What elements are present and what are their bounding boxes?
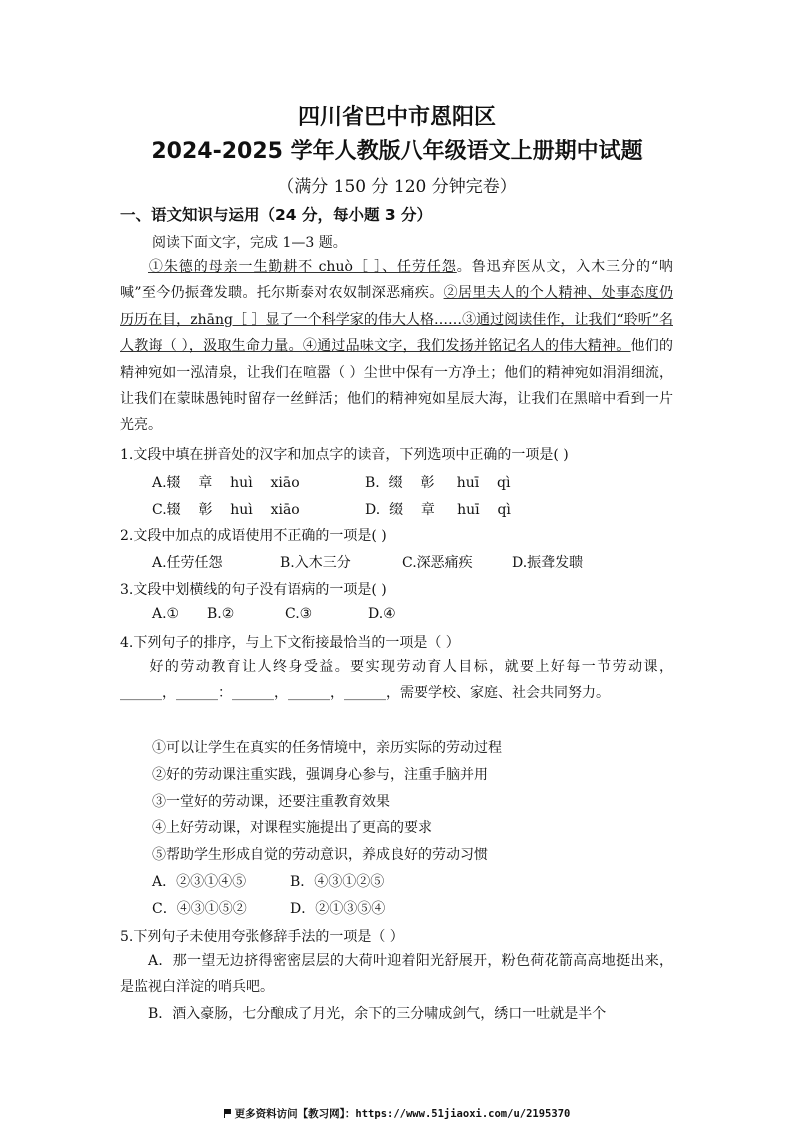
question-3-stem: 3.文段中划横线的句子没有语病的一项是( ) — [120, 582, 387, 598]
q2-option-b: B.入木三分 — [280, 555, 351, 571]
flag-icon — [224, 1109, 231, 1118]
question-2-stem: 2.文段中加点的成语使用不正确的一项是( ) — [120, 528, 387, 544]
title-line-2: 2024-2025 学年人教版八年级语文上册期中试题 — [151, 139, 643, 164]
q1-option-b: B. 缀 彰 huī qì — [365, 475, 511, 491]
exam-subtitle: （满分 150 分 120 分钟完卷） — [277, 177, 517, 197]
q2-option-a: A.任劳任怨 — [152, 555, 223, 571]
q3-option-d: D.④ — [368, 606, 396, 622]
q4-sentence-2: ②好的劳动课注重实践，强调身心参与，注重手脑并用 — [152, 767, 488, 783]
sentence-4: ④通过品味文字，我们发扬并铭记名人的伟大精神。 — [302, 338, 631, 355]
footer-link[interactable]: 更多资料访问【教习网】：https://www.51jiaoxi.com/u/2195370 — [0, 1106, 794, 1121]
q3-option-c: C.③ — [285, 606, 313, 622]
title-line-1: 四川省巴中市恩阳区 — [297, 105, 496, 130]
q5-option-b: B．酒入豪肠，七分酿成了月光，余下的三分啸成剑气，绣口一吐就是半个 — [148, 1006, 607, 1022]
q1-option-a: A.辍 章 huì xiāo — [152, 475, 300, 491]
q4-sentence-1: ①可以让学生在真实的任务情境中，亲历实际的劳动过程 — [152, 740, 502, 756]
q4-option-d: D．②①③⑤④ — [290, 901, 386, 917]
q3-option-b: B.② — [207, 606, 235, 622]
sentence-2: ②居里夫人的个人精神、处事态度仍历历在目，zhāng［ ］显了一个科学家的伟大人格…… — [120, 285, 674, 328]
q2-option-d: D.振聋发聩 — [512, 555, 584, 571]
q4-option-a: A．②③①④⑤ — [152, 874, 247, 890]
sentence-1: ①朱德的母亲一生勤耕不 chuò［ ］、任劳任怨 — [148, 259, 457, 275]
q5-option-a: A．那一望无边挤得密密层层的大荷叶迎着阳光舒展开，粉色荷花箭高高地挺出来，是监视白洋淀的哨兵吧。 — [120, 953, 673, 996]
q1-option-d: D. 缀 章 huī qì — [365, 502, 511, 518]
passage-tail: 他们的精神宛如一泓清泉，让我们在喧嚣（ ）尘世中保有一方净土；他们的精神宛如涓涓细流，让我们在蒙昧愚钝时留存一丝鲜活；他们的精神宛如星辰大海，让我们在黑暗中看到一片光亮。 — [120, 338, 674, 434]
q4-lead-passage: 好的劳动教育让人终身受益。要实现劳动育人目标，就要上好每一节劳动课，______，______：______，______，______，需要学校、家庭、社会共同努力。 — [120, 659, 673, 702]
q4-option-b: B．④③①②⑤ — [290, 874, 385, 890]
q4-sentence-5: ⑤帮助学生形成自觉的劳动意识，养成良好的劳动习惯 — [152, 847, 488, 863]
q1-option-c: C.辍 彰 huì xiāo — [152, 502, 300, 518]
question-1-stem: 1.文段中填在拼音处的汉字和加点字的读音，下列选项中正确的一项是( ) — [120, 447, 569, 463]
q3-option-a: A.① — [152, 606, 180, 622]
q2-option-c: C.深恶痛疾 — [402, 555, 473, 571]
q4-option-c: C．④③①⑤② — [152, 901, 247, 917]
question-4-stem: 4.下列句子的排序，与上下文衔接最恰当的一项是（ ） — [120, 635, 460, 651]
reading-passage: ①朱德的母亲一生勤耕不 chuò［ ］、任劳任怨。鲁迅弃医从文，入木三分的“呐喊”至今仍振聋发聩。托尔斯泰对农奴制深恶痛疾。②居里夫人的个人精神、处事态度仍历历在目，zhāng［ ］显了一个科学家的伟大人格……③通过阅读佳作，让我们“聆听”名人教诲（ ），汲取生命力量。④通过品味文字，我们发扬并铭记名人的伟大精神。他们的精神宛如一泓清泉，让我们在喧嚣（ ）尘世中保有一方净土；他们的精神宛如涓涓细流，让我们在蒙昧愚钝时留存一丝鲜活；他们的精神宛如星辰大海，让我们在黑暗中看到一片光亮。 — [120, 259, 674, 434]
q4-sentence-3: ③一堂好的劳动课，还要注重教育效果 — [152, 794, 390, 810]
passage-intro: 阅读下面文字，完成 1—3 题。 — [152, 235, 347, 251]
question-5-stem: 5.下列句子未使用夸张修辞手法的一项是（ ） — [120, 929, 404, 945]
q4-sentence-4: ④上好劳动课，对课程实施提出了更高的要求 — [152, 820, 432, 836]
section-heading: 一、语文知识与运用（24 分，每小题 3 分） — [120, 206, 433, 224]
sentence-3: ③通过阅读佳作，让我们“聆听”名人教诲（ ），汲取生命力量。 — [120, 311, 673, 355]
